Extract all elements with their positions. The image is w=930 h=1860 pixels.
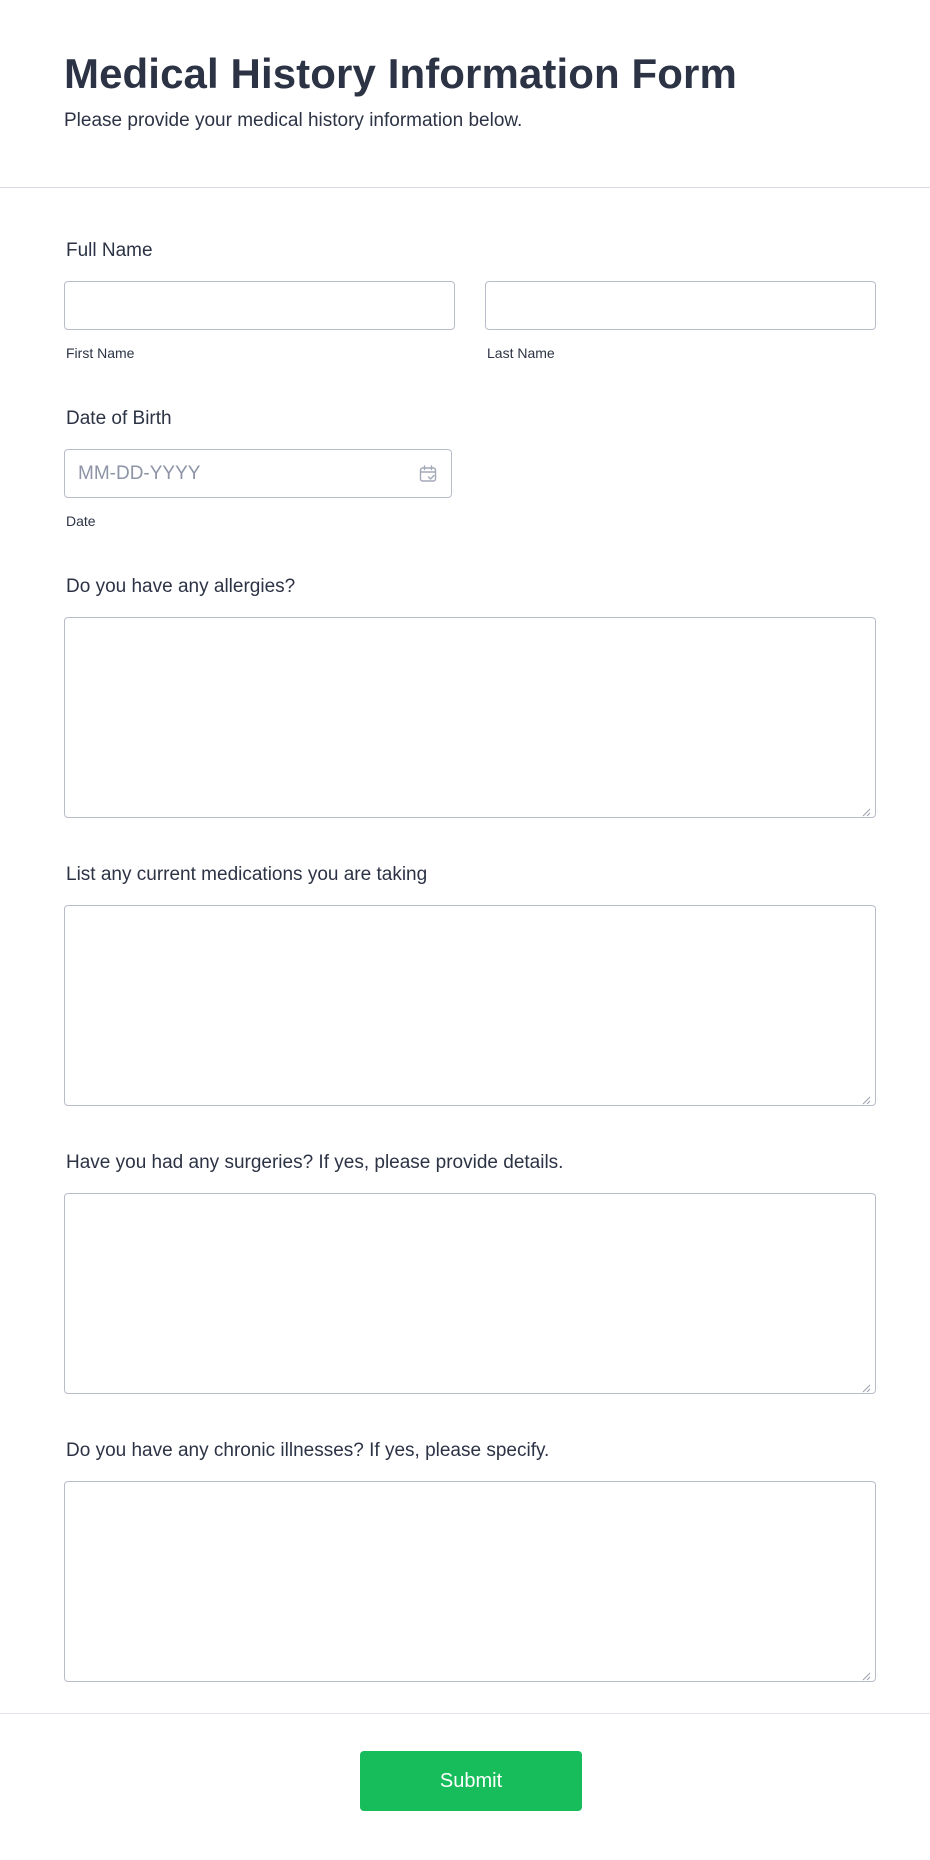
calendar-icon[interactable] bbox=[418, 464, 438, 484]
date-placeholder: MM-DD-YYYY bbox=[78, 463, 201, 484]
chronic-illnesses-textarea[interactable] bbox=[64, 1481, 876, 1682]
last-name-input[interactable] bbox=[485, 281, 876, 330]
allergies-textarea[interactable] bbox=[64, 617, 876, 818]
date-sublabel: Date bbox=[66, 513, 96, 529]
date-of-birth-input[interactable] bbox=[64, 449, 452, 498]
surgeries-textarea[interactable] bbox=[64, 1193, 876, 1394]
surgeries-label: Have you had any surgeries? If yes, please provide details. bbox=[66, 1152, 564, 1173]
form-header bbox=[0, 0, 930, 188]
resize-handle-icon[interactable] bbox=[862, 1380, 871, 1389]
first-name-input[interactable] bbox=[64, 281, 455, 330]
first-name-sublabel: First Name bbox=[66, 345, 135, 361]
last-name-sublabel: Last Name bbox=[487, 345, 555, 361]
medications-textarea[interactable] bbox=[64, 905, 876, 1106]
date-of-birth-label: Date of Birth bbox=[66, 408, 172, 429]
allergies-label: Do you have any allergies? bbox=[66, 576, 296, 597]
form-title: Medical History Information Form bbox=[64, 50, 737, 97]
medications-label: List any current medications you are taking bbox=[66, 864, 428, 885]
form-subtitle: Please provide your medical history information below. bbox=[64, 110, 523, 131]
footer-divider bbox=[0, 1713, 930, 1714]
submit-button[interactable]: Submit bbox=[360, 1751, 582, 1811]
chronic-illnesses-label: Do you have any chronic illnesses? If yes, please specify. bbox=[66, 1440, 550, 1461]
full-name-label: Full Name bbox=[66, 240, 153, 261]
resize-handle-icon[interactable] bbox=[862, 804, 871, 813]
resize-handle-icon[interactable] bbox=[862, 1668, 871, 1677]
resize-handle-icon[interactable] bbox=[862, 1092, 871, 1101]
